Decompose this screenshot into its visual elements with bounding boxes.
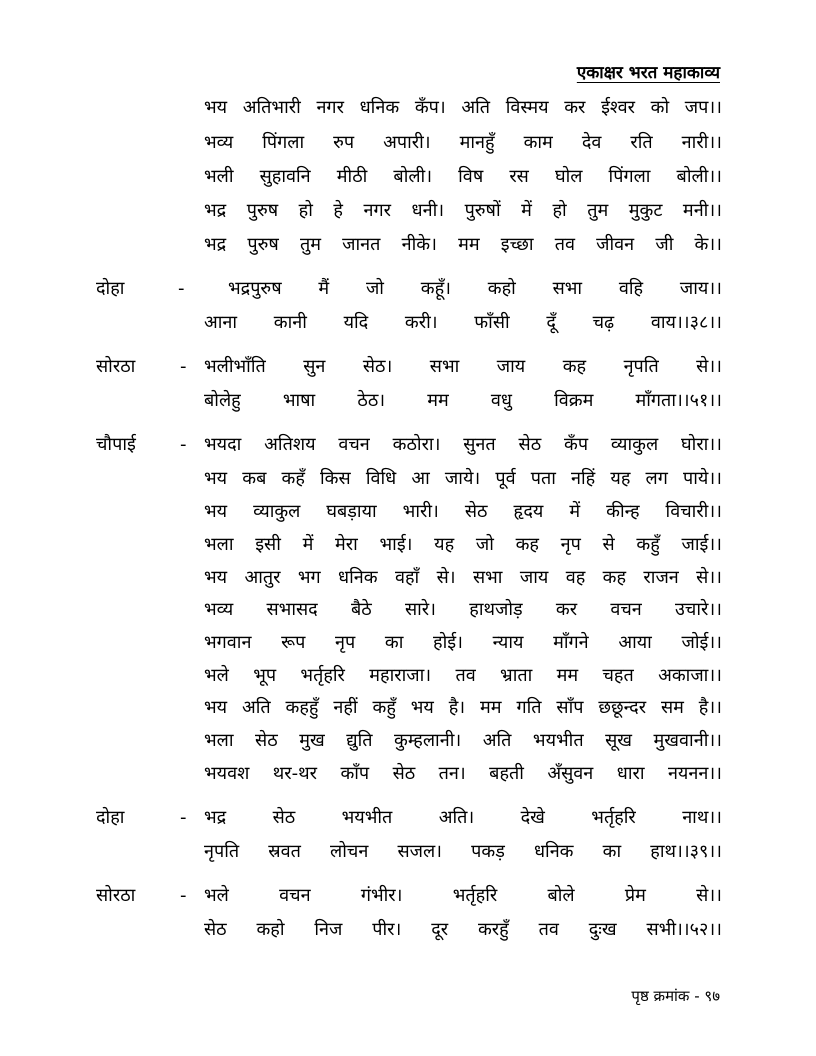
verse-dash: - xyxy=(180,434,187,455)
verse-dash: - xyxy=(180,807,187,828)
verse-label: दोहा xyxy=(96,278,125,299)
verse-line: भय अतिभारी नगर धनिक कँप। अति विस्मय कर ईश्वर को जप।। xyxy=(204,97,722,118)
verse-line: भयदा अतिशय वचन कठोरा। सुनत सेठ कँप व्याकुल घोरा।। xyxy=(204,434,722,455)
verse-line: भद्र पुरुष तुम जानत नीके। मम इच्छा तव जीवन जी के।। xyxy=(204,234,722,255)
verse-line: भला इसी में मेरा भाई। यह जो कह नृप से कहुँ जाई।। xyxy=(204,534,722,555)
verse-line: भय अति कहहुँ नहीं कहुँ भय है। मम गति साँप छछून्दर सम है।। xyxy=(204,697,722,718)
verse-line: भले वचन गंभीर। भर्तृहरि बोले प्रेम से।। xyxy=(204,885,722,906)
verse-line: भद्र सेठ भयभीत अति। देखे भर्तृहरि नाथ।। xyxy=(204,807,722,828)
running-header: एकाक्षर भरत महाकाव्य xyxy=(576,63,720,83)
verse-label: सोरठा xyxy=(96,356,136,377)
page-number: पृष्ठ क्रमांक - ९७ xyxy=(631,987,720,1005)
verse-label: सोरठा xyxy=(96,885,136,906)
verse-line: बोलेहु भाषा ठेठ। मम वधु विक्रम माँगता।।५१।। xyxy=(204,390,722,411)
verse-dash: - xyxy=(180,885,187,906)
verse-label: चौपाई xyxy=(96,434,136,455)
verse-line: भद्रपुरुष मैं जो कहूँ। कहो सभा वहि जाय।। xyxy=(228,278,722,299)
verse-line: भव्य सभासद बैठे सारे। हाथजोड़ कर वचन उचारे।। xyxy=(204,599,722,620)
verse-line: भले भूप भर्तृहरि महाराजा। तव भ्राता मम चहत अकाजा।। xyxy=(204,665,722,686)
verse-dash: - xyxy=(178,278,185,299)
verse-line: सेठ कहो निज पीर। दूर करहुँ तव दुःख सभी।।५२।। xyxy=(204,919,722,940)
verse-line: आना कानी यदि करी। फाँसी दूँ चढ़ वाय।।३८।। xyxy=(204,312,722,333)
verse-line: भली सुहावनि मीठी बोली। विष रस घोल पिंगला बोली।। xyxy=(204,166,722,187)
verse-line: भद्र पुरुष हो हे नगर धनी। पुरुषों में हो तुम मुकुट मनी।। xyxy=(204,200,722,221)
verse-line: भला सेठ मुख द्युति कुम्हलानी। अति भयभीत सूख मुखवानी।। xyxy=(204,730,722,751)
verse-line: नृपति स्रवत लोचन सजल। पकड़ धनिक का हाथ।।३९।। xyxy=(204,841,722,862)
verse-line: भयवश थर-थर काँप सेठ तन। बहती अँसुवन धारा नयनन।। xyxy=(204,763,722,784)
verse-line: भलीभाँति सुन सेठ। सभा जाय कह नृपति से।। xyxy=(204,356,722,377)
verse-dash: - xyxy=(180,356,187,377)
verse-line: भगवान रूप नृप का होई। न्याय माँगने आया जोई।। xyxy=(204,632,722,653)
verse-line: भय व्याकुल घबड़ाया भारी। सेठ हृदय में कीन्ह विचारी।। xyxy=(204,501,722,522)
verse-line: भय आतुर भग धनिक वहाँ से। सभा जाय वह कह राजन से।। xyxy=(204,567,722,588)
verse-line: भय कब कहँ किस विधि आ जाये। पूर्व पता नहिं यह लग पाये।। xyxy=(204,468,722,489)
verse-line: भव्य पिंगला रुप अपारी। मानहुँ काम देव रति नारी।। xyxy=(204,132,722,153)
verse-label: दोहा xyxy=(96,807,125,828)
